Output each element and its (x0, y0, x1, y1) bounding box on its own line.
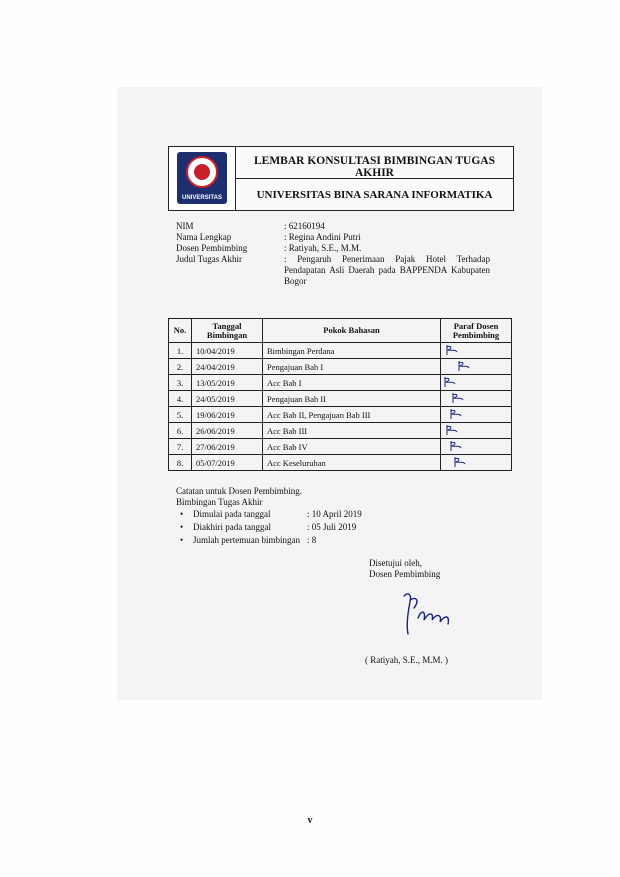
notes-line2: Bimbingan Tugas Akhir (176, 497, 263, 507)
table-row (169, 455, 512, 471)
table-row (169, 423, 512, 439)
cell-topic: Acc Bab II, Pengajuan Bab III (263, 407, 441, 423)
document-title: LEMBAR KONSULTASI BIMBINGAN TUGAS AKHIR (253, 155, 496, 179)
table-row (169, 391, 512, 407)
approval-block (369, 558, 440, 580)
cell-paraf (441, 455, 512, 471)
judul-label: Judul Tugas Akhir (176, 254, 243, 264)
logo-emblem (186, 156, 218, 188)
signer-name: ( Ratiyah, S.E., M.M. ) (365, 655, 448, 665)
cell-no: 7. (169, 439, 192, 455)
cell-paraf (441, 439, 512, 455)
dosen-label: Dosen Pembimbing (176, 243, 248, 253)
cell-paraf (441, 407, 512, 423)
header-divider (236, 178, 513, 179)
name-label: Nama Lengkap (176, 232, 232, 242)
cell-date: 13/05/2019 (192, 375, 263, 391)
cell-date: 27/06/2019 (192, 439, 263, 455)
bullet-icon: • (180, 509, 184, 519)
table-row (169, 359, 512, 375)
cell-topic: Bimbingan Perdana (263, 343, 441, 359)
notes (176, 486, 302, 508)
paraf-signature (445, 424, 459, 436)
logo-box (169, 147, 236, 210)
col-no: No. (169, 319, 192, 343)
table-header-row (169, 319, 512, 343)
cell-topic: Acc Bab IV (263, 439, 441, 455)
cell-paraf (441, 343, 512, 359)
consultation-table (168, 318, 512, 471)
cell-topic: Pengajuan Bab I (263, 359, 441, 375)
judul-value: : Pengaruh Penerimaan Pajak Hotel Terhadap Pendapatan Asli Daerah pada BAPPENDA Kabupaten Bogor (284, 254, 490, 286)
table-row (169, 375, 512, 391)
cell-date: 19/06/2019 (192, 407, 263, 423)
paraf-signature (449, 408, 463, 420)
university-name: UNIVERSITAS BINA SARANA INFORMATIKA (256, 189, 493, 201)
cell-paraf (441, 375, 512, 391)
cell-no: 8. (169, 455, 192, 471)
cell-topic: Pengajuan Bab II (263, 391, 441, 407)
col-topic: Pokok Bahasan (263, 319, 441, 343)
cell-no: 4. (169, 391, 192, 407)
cell-topic: Acc Bab I (263, 375, 441, 391)
col-paraf: Paraf Dosen Pembimbing (441, 319, 512, 343)
paraf-signature (451, 392, 465, 404)
cell-no: 5. (169, 407, 192, 423)
cell-date: 26/06/2019 (192, 423, 263, 439)
bullet-icon: • (180, 535, 184, 545)
cell-paraf (441, 423, 512, 439)
cell-date: 05/07/2019 (192, 455, 263, 471)
approval-line1: Disetujui oleh, (369, 558, 422, 568)
cell-paraf (441, 391, 512, 407)
cell-paraf (441, 359, 512, 375)
dosen-value: : Ratiyah, S.E., M.M. (284, 243, 362, 253)
bullet-icon: • (180, 522, 184, 532)
page-number: v (307, 815, 313, 826)
paraf-signature (449, 440, 463, 452)
table-row (169, 407, 512, 423)
table-row (169, 439, 512, 455)
nim-value: : 62160194 (284, 221, 325, 231)
approval-line2: Dosen Pembimbing (369, 569, 441, 579)
nim-label: NIM (176, 221, 194, 231)
paraf-signature (457, 360, 471, 372)
notes-line1: Catatan untuk Dosen Pembimbing. (176, 486, 302, 496)
paraf-signature (443, 376, 457, 388)
document-header (168, 146, 514, 211)
col-date: Tanggal Bimbingan (192, 319, 263, 343)
cell-no: 2. (169, 359, 192, 375)
cell-topic: Acc Keseluruhan (263, 455, 441, 471)
cell-no: 6. (169, 423, 192, 439)
handwritten-signature (396, 590, 456, 638)
paraf-signature (453, 456, 467, 468)
cell-no: 1. (169, 343, 192, 359)
cell-date: 10/04/2019 (192, 343, 263, 359)
logo-text: UNIVERSITAS (182, 195, 222, 201)
cell-no: 3. (169, 375, 192, 391)
cell-date: 24/05/2019 (192, 391, 263, 407)
cell-date: 24/04/2019 (192, 359, 263, 375)
cell-topic: Acc Bab III (263, 423, 441, 439)
name-value: : Regina Andini Putri (284, 232, 361, 242)
university-logo (177, 152, 227, 204)
table-row (169, 343, 512, 359)
paraf-signature (445, 344, 459, 356)
